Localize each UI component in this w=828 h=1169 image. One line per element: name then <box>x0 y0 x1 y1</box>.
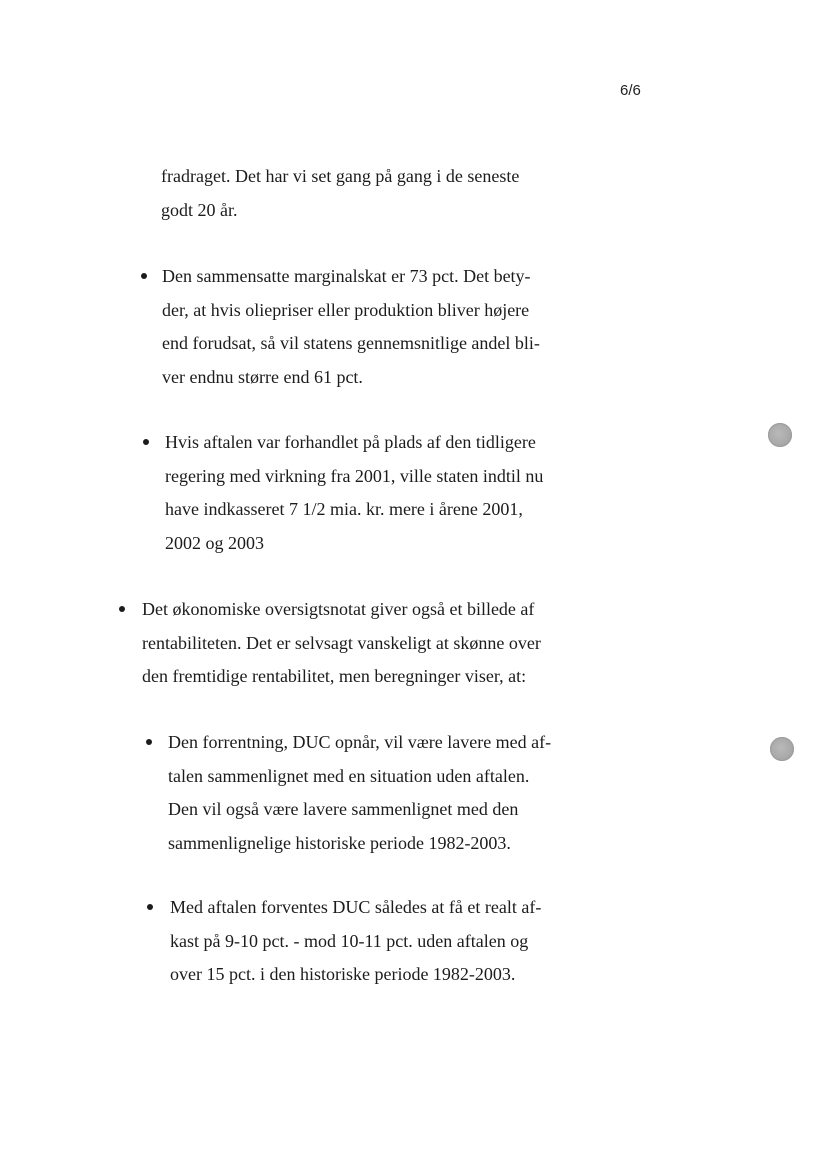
bullet-icon <box>147 904 153 910</box>
text-line: godt 20 år. <box>161 199 238 220</box>
text-line: Den forrentning, DUC opnår, vil være lavere med af- <box>168 732 552 752</box>
punch-hole-icon <box>768 423 792 447</box>
bullet-icon <box>143 439 149 445</box>
sub-bullet-forrentning <box>168 726 551 860</box>
text-line: rentabiliteten. Det er selvsagt vanskeligt at skønne over <box>142 632 541 653</box>
text-line: regering med virkning fra 2001, ville staten indtil nu <box>165 465 544 486</box>
text-line: der, at hvis oliepriser eller produktion bliver højere <box>162 299 530 320</box>
bullet-icon <box>146 739 152 745</box>
sub-bullet-realt-afkast <box>170 891 541 992</box>
text-line: ver endnu større end 61 pct. <box>162 366 363 387</box>
bullet-icon <box>141 273 147 279</box>
main-bullet-oversigtsnotat <box>142 593 541 694</box>
text-line: Med aftalen forventes DUC således at få et realt af- <box>170 897 542 917</box>
sub-bullet-marginalskat <box>162 260 540 394</box>
text-line: Hvis aftalen var forhandlet på plads af den tidligere <box>165 432 536 452</box>
page-number: 6/6 <box>620 82 641 99</box>
bullet-icon <box>119 606 125 612</box>
sub-bullet-tidligere-regering <box>165 426 543 560</box>
intro-paragraph <box>161 160 519 227</box>
text-line: den fremtidige rentabilitet, men beregninger viser, at: <box>142 666 527 686</box>
text-line: fradraget. Det har vi set gang på gang i de seneste <box>161 166 520 186</box>
punch-hole-icon <box>770 737 794 761</box>
text-line: end forudsat, så vil statens gennemsnitlige andel bli- <box>162 333 540 353</box>
text-line: kast på 9-10 pct. - mod 10-11 pct. uden aftalen og <box>170 930 529 951</box>
text-line: have indkasseret 7 1/2 mia. kr. mere i årene 2001, <box>165 499 523 519</box>
text-line: 2002 og 2003 <box>165 532 264 553</box>
text-line: Det økonomiske oversigtsnotat giver også et billede af <box>142 599 535 619</box>
text-line: talen sammenlignet med en situation uden aftalen. <box>168 765 530 786</box>
text-line: Den vil også være lavere sammenlignet med den <box>168 799 519 819</box>
text-line: sammenlignelige historiske periode 1982-2003. <box>168 832 511 853</box>
text-line: Den sammensatte marginalskat er 73 pct. Det bety- <box>162 266 531 286</box>
text-line: over 15 pct. i den historiske periode 1982-2003. <box>170 964 516 984</box>
